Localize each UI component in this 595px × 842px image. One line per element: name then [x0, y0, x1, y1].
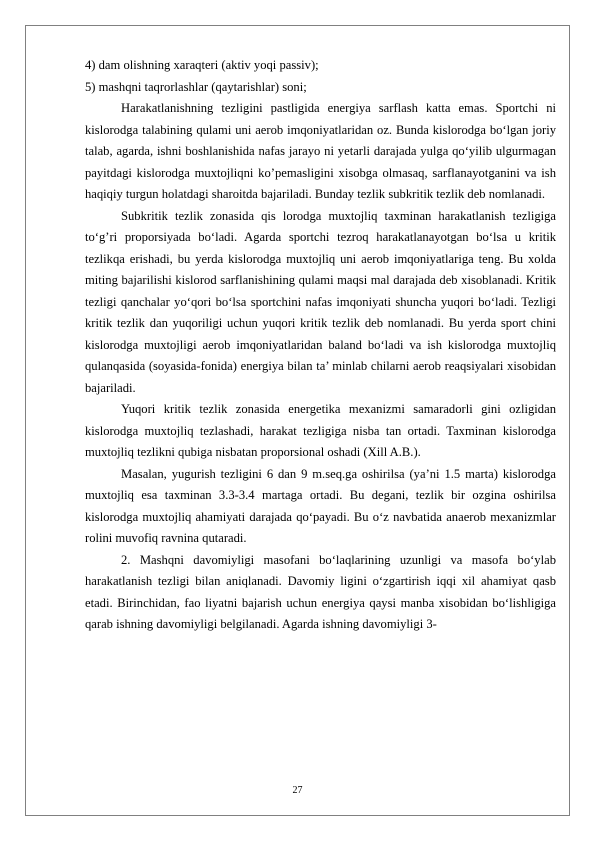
- paragraph-example: Masalan, yugurish tezligini 6 dan 9 m.seq.ga oshirilsa (ya’ni 1.5 marta) kislorodga muxtojliq esa taxminan 3.3-3.4 martaga ortadi. Bu degani, tezlik bir ozgina oshirilsa kislorodga muxtojliq ahamiyati darajada qo‘payadi. Bu o‘z navbatida anaerob mexanizmlar rolini muvofiq ravnina qutaradi.: [85, 466, 556, 545]
- list-item-5: 5) mashqni taqrorlashlar (qaytarishlar) soni;: [85, 79, 307, 94]
- paragraph-upper-critical-speed: Yuqori kritik tezlik zonasida energetika mexanizmi samaradorli gini ozligidan kislorodga muxtojliq tezlashadi, harakat tezligiga nisba tan ortadi. Taxminan kislorodga muxtojliq tezlikni qubiga nisbatan proporsional oshadi (Xill A.B.).: [85, 402, 556, 459]
- paragraph-critical-speed: Subkritik tezlik zonasida qis lorodga muxtojliq taxminan harakatlanish tezligiga to‘g’ri proporsiyada bo‘ladi. Agarda sportchi tezroq harakatlanayotgan bo‘lsa u kritik tezlikqa erishadi, bu yerda kislorodga muxtojliq uni aerob imqoniyatlariga teng. Bu xolda miting bajarilishi kislorod sarflanishining qulami maqsi mal darajada deb xisoblanadi. Kritik tezligi qanchalar yo‘qori bo‘lsa sportchini nafas imqoniyati shuncha yuqori bo‘ladi. Tezligi kritik tezlik dan yuqoriligi uchun yuqori kritik tezlik deb nomlanadi. Bu yerda sport chini kislorodga muxtojligi aerob imqoniyatlaridan baland bo‘ladi va ish kislorodga muxtojliq qulanqasida (soyasida-fonida) energiya bilan ta’ minlab chilarni aerob reaqsiyalari xisobidan bajariladi.: [85, 208, 556, 395]
- page-number: 27: [292, 785, 303, 796]
- paragraph-exercise-duration: 2. Mashqni davomiyligi masofani bo‘laqlarining uzunligi va masofa bo‘ylab harakatlanish tezligi bilan aniqlanadi. Davomiy ligini o‘zgartirish iqqi xil ahamiyat qasb etadi. Birinchidan, fao liyatni bajarish uchun energiya qaysi manba xisobidan bo‘lishligiga qarab ishning davomiyligi belgilanadi. Agarda ishning davomiyligi 3-: [85, 552, 556, 631]
- list-item-4: 4) dam olishning xaraqteri (aktiv yoqi passiv);: [85, 58, 319, 72]
- paragraph-subcritical-speed: Harakatlanishning tezligini pastligida energiya sarflash katta emas. Sportchi ni kislorodga talabining qulami uni aerob imqoniyatlaridan oz. Bunda kislorodga bo‘lgan joriy talab, agarda, ishni boshlanishida nafas jarayo ni yetarli darajada yulga qo‘yilib ulgurmagan payitdagi kislorodga muxtojliqni ko’pemasligini xisobga olmasaq, sarflanayotganini va ish haqiqiy turgun holatdagi sharoitda bajariladi. Bunday tezlik subkritik tezlik deb nomlanadi.: [85, 101, 556, 201]
- document-body: [85, 55, 556, 636]
